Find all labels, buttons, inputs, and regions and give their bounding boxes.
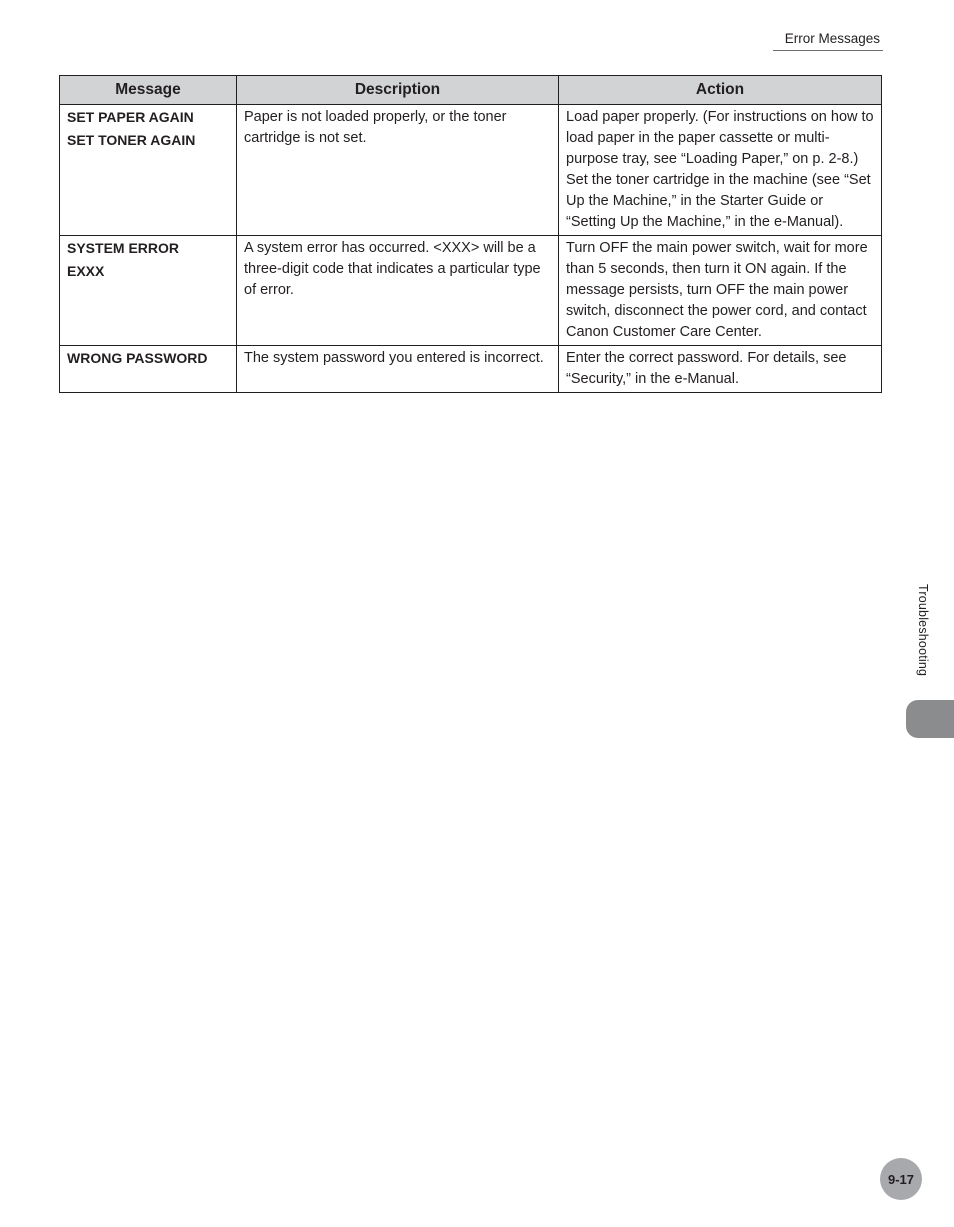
- chapter-tab-marker: [906, 700, 954, 738]
- message-text: SET TONER AGAIN: [67, 131, 196, 148]
- action-cell: Load paper properly. (For instructions on how to load paper in the paper cassette or multi-purpose tray, see “Loading Paper,” on p. 2-8.) Set the toner cartridge in the machine (see “Set Up the Machine,” in the Starter Guide or “Setting Up the Machine,” in the e-Manual).: [559, 105, 882, 236]
- message-text: SYSTEM ERROR: [67, 240, 180, 256]
- column-header-description: Description: [237, 76, 559, 105]
- table-header-row: [60, 76, 882, 105]
- running-header: Error Messages: [784, 31, 880, 46]
- column-header-message: Message: [60, 76, 237, 105]
- description-cell: The system password you entered is incorrect.: [237, 346, 559, 393]
- page-number: 9-17: [880, 1158, 922, 1200]
- column-header-action: Action: [559, 76, 882, 105]
- message-text: WRONG PASSWORD: [67, 350, 208, 366]
- message-cell: [60, 105, 237, 236]
- message-text: EXXX: [67, 262, 105, 279]
- side-tab-label: Troubleshooting: [916, 584, 930, 677]
- action-cell: Enter the correct password. For details, see “Security,” in the e-Manual.: [559, 346, 882, 393]
- header-rule: [773, 50, 883, 51]
- table-row: [60, 105, 882, 236]
- action-cell: Turn OFF the main power switch, wait for more than 5 seconds, then turn it ON again. If the message persists, turn OFF the main power switch, disconnect the power cord, and contact Canon Customer Care Center.: [559, 236, 882, 346]
- table-row: [60, 236, 882, 346]
- description-cell: A system error has occurred. <XXX> will be a three-digit code that indicates a particular type of error.: [237, 236, 559, 346]
- error-messages-table: [59, 75, 881, 393]
- message-cell: [60, 236, 237, 346]
- message-cell: [60, 346, 237, 393]
- description-cell: Paper is not loaded properly, or the toner cartridge is not set.: [237, 105, 559, 236]
- message-text: SET PAPER AGAIN: [67, 109, 194, 125]
- table-row: [60, 346, 882, 393]
